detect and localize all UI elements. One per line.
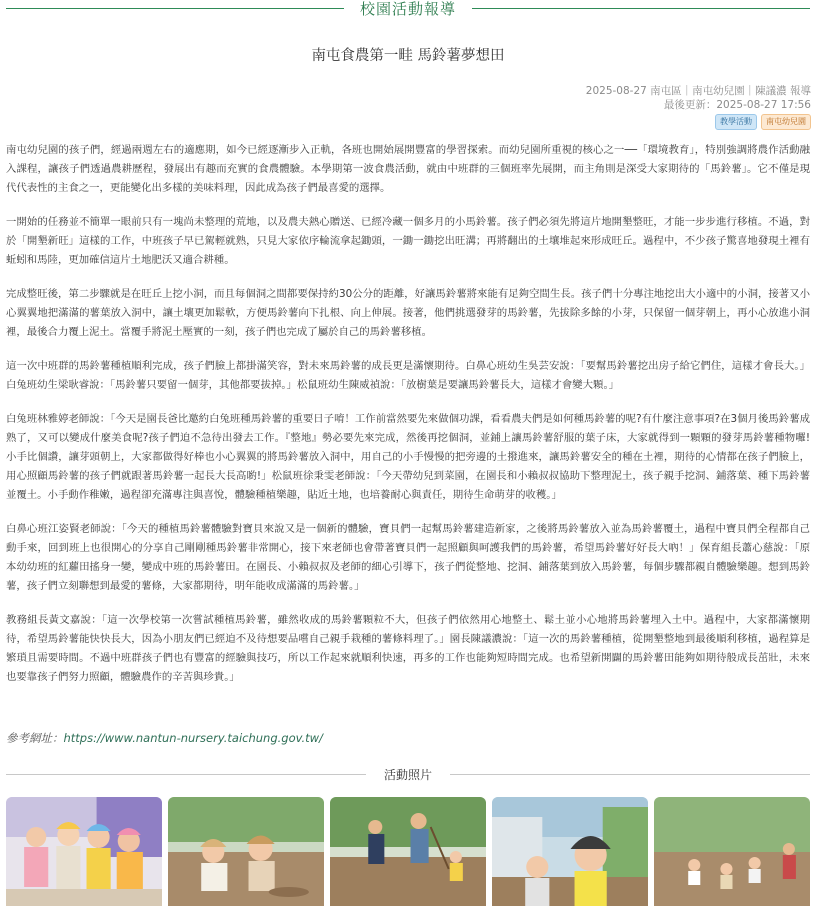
- tag-school[interactable]: 南屯幼兒園: [761, 114, 811, 130]
- section-header: [0, 0, 816, 18]
- reference: [6, 730, 323, 746]
- photo-gallery: [6, 797, 810, 906]
- gallery-header: [0, 766, 816, 784]
- gallery-photo[interactable]: [330, 797, 486, 906]
- paragraph: 南屯幼兒園的孩子們，經過兩週左右的適應期，如今已經逐漸步入正軌，各班也開始展開豐富的學習探索。而幼兒園所重視的核心之一──「環境教育」，特別強調將農作活動融入課程，讓孩子們透過農耕歷程，發展出有趣而充實的食農體驗。本學期第一波食農活動，就由中班群的三個班率先展開，而主角則是深受大家期待的「馬鈴薯」。它不僅是現代代表性的主食之一，更能變化出多樣的美味料理，因此成為孩子們最喜愛的選擇。: [6, 144, 810, 194]
- divider: [472, 8, 810, 9]
- paragraph: 這一次中班群的馬鈴薯種植順利完成，孩子們臉上都掛滿笑容，對未來馬鈴薯的成長更是滿懷期待。白鼻心班幼生吳芸安說：「要幫馬鈴薯挖出房子給它們住，這樣才會長大。」白兔班幼生梁耿睿說：「馬鈴薯只要留一個芽，其他都要拔掉。」松鼠班幼生陳威禎說：「放樹葉是要讓馬鈴薯長大，這樣才會變大顆。」: [6, 360, 810, 391]
- gallery-photo[interactable]: [492, 797, 648, 906]
- reference-link[interactable]: https://www.nantun-nursery.taichung.gov.tw/: [63, 731, 323, 745]
- photo-adults-digging-icon: [330, 797, 486, 906]
- divider: [450, 774, 810, 775]
- tag-list: [715, 114, 811, 130]
- article-updated: 最後更新：2025-08-27 17:56: [663, 99, 811, 111]
- gallery-photo[interactable]: [168, 797, 324, 906]
- gallery-photo[interactable]: [6, 797, 162, 906]
- photo-children-group-icon: [6, 797, 162, 906]
- article-meta: 2025-08-27 南屯區｜南屯幼兒園｜陳議濃 報導: [585, 85, 811, 97]
- tag-teaching[interactable]: 教學活動: [715, 114, 757, 130]
- section-title: 校園活動報導: [359, 0, 456, 18]
- photo-child-hat-icon: [492, 797, 648, 906]
- photo-children-field-icon: [168, 797, 324, 906]
- divider: [6, 774, 366, 775]
- gallery-title: 活動照片: [383, 768, 432, 782]
- gallery-photo[interactable]: [654, 797, 810, 906]
- photo-garden-field-icon: [654, 797, 810, 906]
- article-title: 南屯食農第一畦 馬鈴薯夢想田: [311, 48, 505, 64]
- divider: [6, 8, 344, 9]
- paragraph: 白鼻心班江姿賢老師說：「今天的種植馬鈴薯體驗對寶貝來說又是一個新的體驗，寶貝們一起幫馬鈴薯建造新家，之後將馬鈴薯放入並為馬鈴薯覆土，過程中寶貝們全程都自己動手來，回到班上也很開心的分享自己剛剛種馬鈴薯非常開心，接下來老師也會帶著寶貝們一起照顧與呵護我們的馬鈴薯，希望馬鈴薯好好長大吶！」保育組長蕭心慈說：「原本幼幼班的紅蘿田搖身一變，變成中班的馬鈴薯田。在園長、小賴叔叔及老師的細心引導下，孩子們從整地、挖洞、鋪落葉到放入馬鈴薯，每個步驟都親自體驗樂趣。想到馬鈴薯，孩子們立刻聯想到最愛的薯條，大家都期待，明年能收成滿滿的馬鈴薯。」: [6, 523, 810, 592]
- article-body: [6, 141, 810, 702]
- reference-label: 參考網址：: [6, 731, 64, 745]
- paragraph: 一開始的任務並不簡單一眼前只有一塊尚未整理的荒地，以及農夫熱心贈送、已經冷藏一個多月的小馬鈴薯。孩子們必須先將這片地開墾整旺，才能一步步進行移植。不過，對於「開墾新旺」這樣的工作，中班孩子早已駕輕就熟，只見大家依序輪流拿起鋤頭，一鋤一鋤挖出旺溝；再將翻出的土壤堆起來形成旺丘。過程中，不少孩子驚喜地發現土裡有蚯蚓和馬陸，更加確信這片土地肥沃又適合耕種。: [6, 216, 810, 266]
- paragraph: 白兔班林雅婷老師說：「今天是園長爸比邀約白兔班種馬鈴薯的重要日子唷！工作前當然要先來做個功課，看看農夫們是如何種馬鈴薯的呢?有什麼注意事項?在3個月後馬鈴薯成熟了，又可以變成什麼美食呢?孩子們迫不急待出發去工作。『整地』勢必要先來完成，然後再挖個洞，並鋪上讓馬鈴薯舒服的葉子床，大家就得到一顆顆的發芽馬鈴薯種物囉!小手比個讚，讓芽頭朝上，大家都做得好棒也小心翼翼的將馬鈴薯放入洞中，用自己的小手慢慢的把旁邊的土撥進來，讓馬鈴薯安全的種在土裡，期待的心情都在孩子們臉上，用心照顧馬鈴薯的孩子們就跟著馬鈴薯一起長大長高喲!」松鼠班徐秉雯老師說：「今天帶幼兒到菜園，在園長和小賴叔叔協助下整理泥土，孩子親手挖洞、鋪落葉、種下馬鈴薯並覆土。小手動作稚嫩，過程卻充滿專注與喜悅，體驗種植樂趣，貼近土地，也培養耐心與責任，期待生命萌芽的收穫。」: [6, 413, 810, 501]
- paragraph: 教務組長黃文嘉說：「這一次學校第一次嘗試種植馬鈴薯，雖然收成的馬鈴薯顆粒不大，但孩子們依然用心地整土、鬆土並小心地將馬鈴薯埋入土中。過程中，大家都滿懷期待，希望馬鈴薯能快快長大，因為小朋友們已經迫不及待想要品嚐自己親手栽種的薯條料理了。」園長陳議濃說：「這一次的馬鈴薯種植，從開墾整地到最後順利移植，過程算是繁瑣且需要時間。不過中班群孩子們也有豐富的經驗與技巧，所以工作起來就順利快速，再多的工作也能夠短時間完成。也希望新開闢的馬鈴薯田能夠如期待般成長茁壯，未來也要靠孩子們努力照顧，體驗農作的辛苦與珍貴。」: [6, 614, 810, 683]
- paragraph: 完成整旺後，第二步驟就是在旺丘上挖小洞，而且每個洞之間都要保持約30公分的距離，好讓馬鈴薯將來能有足夠空間生長。孩子們十分專注地挖出大小適中的小洞，接著又小心翼翼地把滿滿的薯葉放入洞中，讓土壤更加鬆軟，方便馬鈴薯向下扎根、向上伸展。接著，他們挑選發芽的馬鈴薯，先拔除多餘的小芽，只保留一個芽朝上，再小心放進小洞裡，最後合力覆上泥土。當覆手將泥土壓實的一刻，孩子們也完成了屬於自己的馬鈴薯移植。: [6, 288, 810, 338]
